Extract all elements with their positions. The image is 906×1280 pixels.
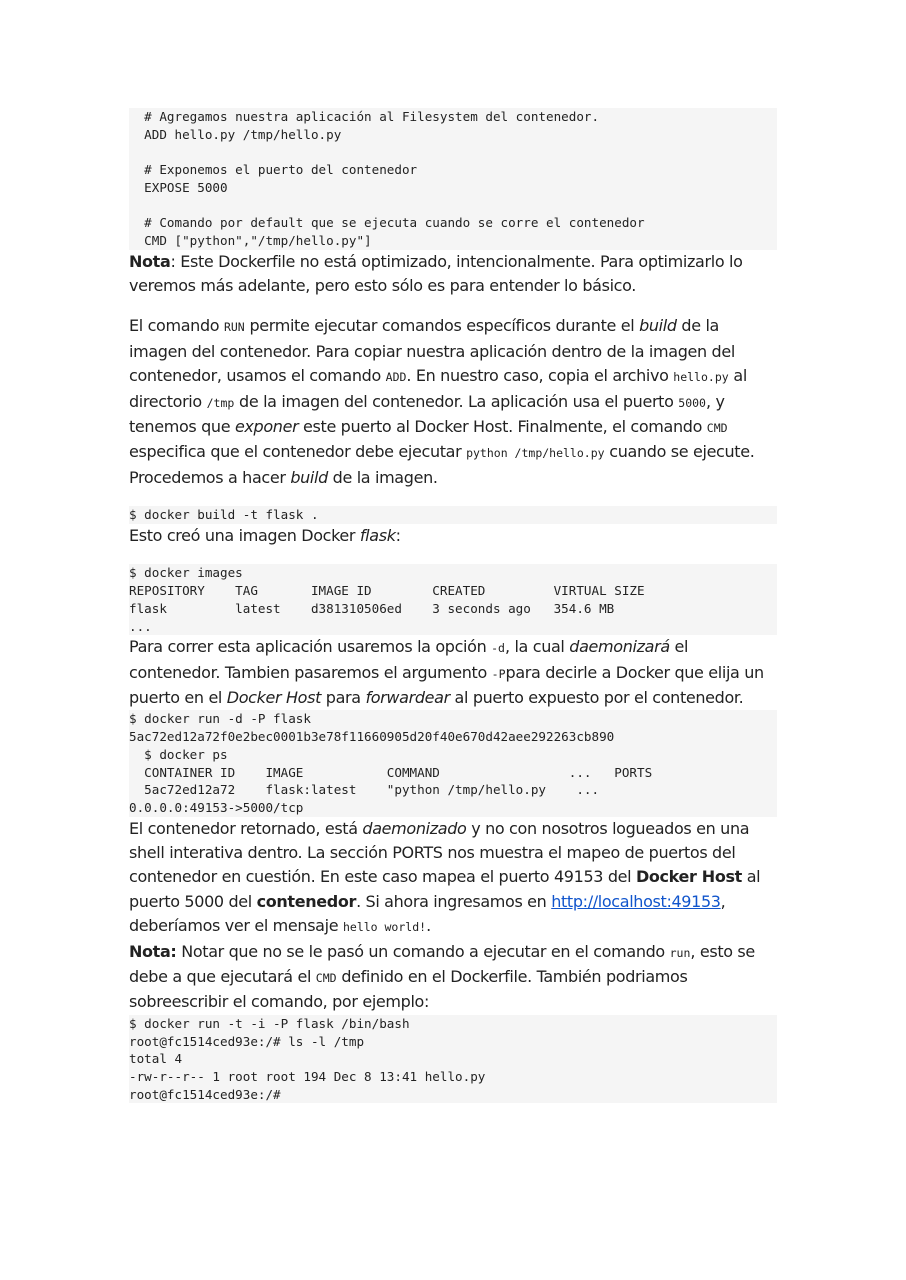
code-block: # Agregamos nuestra aplicación al Filesystem del contenedor. ADD hello.py /tmp/hello.py # Exponemos el puerto del contenedor EXPOSE 5000 # Comando por default que se ejecuta cuando se corre el contenedor CMD ["python","/tmp/hello.py"]	[129, 108, 777, 250]
paragraph	[129, 940, 777, 1015]
italic-text: Docker Host	[226, 688, 322, 708]
inline-code: -d	[491, 641, 505, 656]
text-run: El contenedor retornado, está	[129, 818, 363, 838]
paragraph	[129, 635, 777, 710]
italic-text: daemonizará	[569, 637, 670, 657]
inline-code: -P	[491, 666, 506, 681]
text-run: de la imagen.	[327, 467, 438, 487]
italic-text: daemonizado	[362, 818, 467, 838]
italic-text: exponer	[234, 417, 299, 437]
text-run: , la cual	[504, 637, 570, 657]
code-block: $ docker run -t -i -P flask /bin/bash root@fc1514ced93e:/# ls -l /tmp total 4 -rw-r--r-- 1 root root 194 Dec 8 13:41 hello.py root@fc1514ced93e:/#	[129, 1015, 777, 1104]
inline-code: hello.py	[673, 370, 729, 385]
bold-text: Docker Host	[635, 867, 742, 887]
text-run: El comando	[129, 316, 224, 336]
text-run: al directorio	[129, 366, 747, 411]
italic-text: build	[290, 467, 328, 487]
text-run: cuando se ejecute.	[604, 442, 755, 462]
paragraph	[129, 817, 777, 940]
text-run: Esto creó una imagen Docker	[129, 525, 360, 545]
bold-text: Nota	[129, 251, 171, 271]
text-run: Procedemos a hacer	[129, 467, 291, 487]
bold-text: contenedor	[256, 891, 357, 911]
text-run: para decirle a Docker que elija un puerto en el	[129, 662, 764, 708]
text-run: : Este Dockerfile no está optimizado, intencionalmente. Para optimizarlo lo veremos más adelante, pero esto sólo es para entender lo básico.	[129, 251, 743, 296]
text-run: Notar que no se le pasó un comando a ejecutar en el comando	[176, 941, 670, 961]
inline-code: ADD	[385, 370, 407, 385]
text-run: permite ejecutar comandos específicos durante el	[244, 316, 640, 336]
paragraph	[129, 466, 777, 490]
text-run: especifica que el contenedor debe ejecutar	[129, 442, 467, 462]
text-run: .	[426, 916, 431, 936]
text-run: el contenedor. Tambien pasaremos el argumento	[129, 637, 689, 682]
code-block: $ docker images REPOSITORY TAG IMAGE ID CREATED VIRTUAL SIZE flask latest d381310506ed 3 seconds ago 354.6 MB ...	[129, 564, 777, 635]
inline-code: python /tmp/hello.py	[466, 446, 605, 461]
italic-text: build	[639, 316, 677, 336]
text-run: definido en el Dockerfile. También podriamos sobreescribir el comando, por ejemplo:	[129, 967, 688, 1012]
italic-text: forwardear	[365, 688, 450, 708]
inline-code: RUN	[223, 320, 245, 335]
inline-code: /tmp	[206, 395, 235, 410]
italic-text: flask	[359, 525, 396, 545]
inline-code: run	[669, 945, 691, 960]
inline-code: CMD	[315, 971, 337, 986]
text-run: :	[395, 525, 401, 545]
document-body	[129, 108, 777, 1103]
paragraph	[129, 314, 777, 465]
inline-code: CMD	[706, 421, 728, 436]
paragraph	[129, 250, 777, 299]
text-run: para	[321, 688, 366, 708]
inline-code: hello world!	[342, 920, 427, 935]
text-run: , deberíamos ver el mensaje	[129, 891, 726, 936]
inline-code: 5000	[678, 395, 706, 410]
code-block: $ docker run -d -P flask 5ac72ed12a72f0e2bec0001b3e78f11660905d20f40e670d42aee292263cb890 $ docker ps CONTAINER ID IMAGE COMMAND ... PORTS 5ac72ed12a72 flask:latest "python /tmp/hello.py ... 0.0.0.0:49153->5000/tcp	[129, 710, 777, 816]
text-run: , y tenemos que	[129, 391, 725, 437]
text-run: Para correr esta aplicación usaremos la opción	[129, 637, 492, 657]
text-run: al puerto expuesto por el contenedor.	[449, 688, 744, 708]
bold-text: Nota:	[129, 941, 177, 961]
text-run: al puerto 5000 del	[129, 867, 761, 911]
link[interactable]: http://localhost:49153	[551, 891, 721, 911]
text-run: . Si ahora ingresamos en	[356, 891, 552, 911]
text-run: de la imagen del contenedor. Para copiar nuestra aplicación dentro de la imagen del contenedor, usamos el comando	[129, 316, 735, 386]
text-run: . En nuestro caso, copia el archivo	[406, 366, 674, 386]
paragraph	[129, 524, 777, 548]
text-run: este puerto al Docker Host. Finalmente, el comando	[298, 417, 707, 437]
text-run: , esto se debe a que ejecutará el	[129, 941, 755, 987]
text-run: de la imagen del contenedor. La aplicación usa el puerto	[234, 391, 679, 411]
text-run: y no con nosotros logueados en una shell interativa dentro. La sección PORTS nos muestra el mapeo de puertos del contenedor en cuestión. En este caso mapea el puerto 49153 del	[129, 818, 750, 887]
code-block: $ docker build -t flask .	[129, 506, 777, 524]
